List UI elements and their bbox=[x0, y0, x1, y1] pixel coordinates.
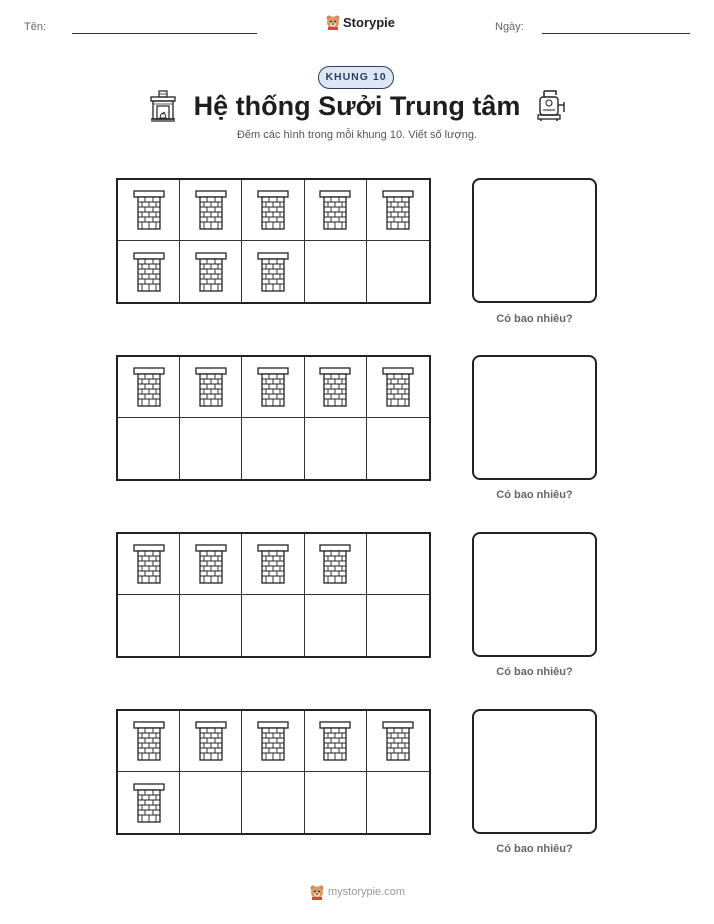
chimney-icon bbox=[194, 721, 228, 761]
instructions: Đếm các hình trong mỗi khung 10. Viết số lượng. bbox=[236, 129, 477, 141]
bear-mascot-icon bbox=[309, 884, 325, 900]
chimney-icon bbox=[132, 783, 166, 823]
frame-cell bbox=[367, 180, 429, 241]
frame-cell bbox=[118, 534, 180, 595]
chimney-icon bbox=[132, 544, 166, 584]
footer bbox=[0, 884, 714, 900]
frame-cell bbox=[242, 595, 304, 656]
worksheet-type-badge: KHUNG 10 bbox=[318, 66, 394, 89]
frame-cell bbox=[180, 357, 242, 418]
chimney-icon bbox=[318, 367, 352, 407]
chimney-icon bbox=[381, 367, 415, 407]
ten-frame-3 bbox=[116, 532, 431, 658]
chimney-icon bbox=[256, 252, 290, 292]
frame-cell bbox=[367, 241, 429, 302]
answer-box-2[interactable] bbox=[472, 355, 597, 480]
frame-cell bbox=[118, 180, 180, 241]
chimney-icon bbox=[381, 190, 415, 230]
frame-cell bbox=[305, 711, 367, 772]
frame-cell bbox=[180, 595, 242, 656]
chimney-icon bbox=[132, 252, 166, 292]
frame-cell bbox=[305, 418, 367, 479]
chimney-icon bbox=[318, 190, 352, 230]
frame-cell bbox=[367, 418, 429, 479]
frame-cell bbox=[242, 418, 304, 479]
answer-label-4: Có bao nhiêu? bbox=[496, 843, 573, 855]
frame-cell bbox=[118, 357, 180, 418]
frame-cell bbox=[242, 357, 304, 418]
chimney-icon bbox=[256, 721, 290, 761]
chimney-icon bbox=[194, 544, 228, 584]
chimney-icon bbox=[132, 190, 166, 230]
brand-logo bbox=[325, 14, 395, 30]
name-label: Tên: bbox=[24, 21, 47, 33]
frame-cell bbox=[180, 241, 242, 302]
frame-cell bbox=[180, 772, 242, 833]
date-label: Ngày: bbox=[495, 21, 524, 33]
frame-cell bbox=[118, 418, 180, 479]
name-field[interactable] bbox=[72, 33, 257, 34]
frame-cell bbox=[367, 711, 429, 772]
answer-box-3[interactable] bbox=[472, 532, 597, 657]
frame-cell bbox=[118, 772, 180, 833]
frame-cell bbox=[367, 534, 429, 595]
header bbox=[0, 14, 714, 44]
answer-box-4[interactable] bbox=[472, 709, 597, 834]
frame-cell bbox=[367, 772, 429, 833]
frame-cell bbox=[367, 595, 429, 656]
answer-label-1: Có bao nhiêu? bbox=[496, 313, 573, 325]
title-row bbox=[0, 88, 714, 128]
ten-frame-4 bbox=[116, 709, 431, 835]
ten-frame-1 bbox=[116, 178, 431, 304]
chimney-icon bbox=[381, 721, 415, 761]
frame-cell bbox=[118, 711, 180, 772]
chimney-icon bbox=[318, 544, 352, 584]
chimney-icon bbox=[132, 367, 166, 407]
chimney-icon bbox=[318, 721, 352, 761]
frame-cell bbox=[118, 241, 180, 302]
frame-cell bbox=[180, 180, 242, 241]
frame-cell bbox=[305, 772, 367, 833]
frame-cell bbox=[242, 534, 304, 595]
date-field[interactable] bbox=[542, 33, 690, 34]
frame-cell bbox=[242, 241, 304, 302]
frame-cell bbox=[180, 534, 242, 595]
frame-cell bbox=[305, 534, 367, 595]
page-title: Hệ thống Sưởi Trung tâm bbox=[193, 91, 521, 121]
chimney-icon bbox=[132, 721, 166, 761]
frame-cell bbox=[305, 241, 367, 302]
frame-cell bbox=[305, 180, 367, 241]
chimney-icon bbox=[194, 367, 228, 407]
chimney-icon bbox=[194, 190, 228, 230]
brand-name: Storypie bbox=[343, 14, 396, 30]
frame-cell bbox=[305, 595, 367, 656]
ten-frame-2 bbox=[116, 355, 431, 481]
frame-cell bbox=[180, 711, 242, 772]
frame-cell bbox=[118, 595, 180, 656]
footer-url: mystorypie.com bbox=[327, 886, 406, 898]
bear-mascot-icon bbox=[325, 14, 341, 30]
boiler-icon bbox=[536, 90, 566, 122]
chimney-icon bbox=[256, 190, 290, 230]
chimney-icon bbox=[256, 367, 290, 407]
answer-label-2: Có bao nhiêu? bbox=[496, 489, 573, 501]
answer-label-3: Có bao nhiêu? bbox=[496, 666, 573, 678]
frame-cell bbox=[367, 357, 429, 418]
frame-cell bbox=[242, 180, 304, 241]
chimney-icon bbox=[256, 544, 290, 584]
frame-cell bbox=[305, 357, 367, 418]
frame-cell bbox=[180, 418, 242, 479]
frame-cell bbox=[242, 711, 304, 772]
frame-cell bbox=[242, 772, 304, 833]
answer-box-1[interactable] bbox=[472, 178, 597, 303]
chimney-icon bbox=[194, 252, 228, 292]
